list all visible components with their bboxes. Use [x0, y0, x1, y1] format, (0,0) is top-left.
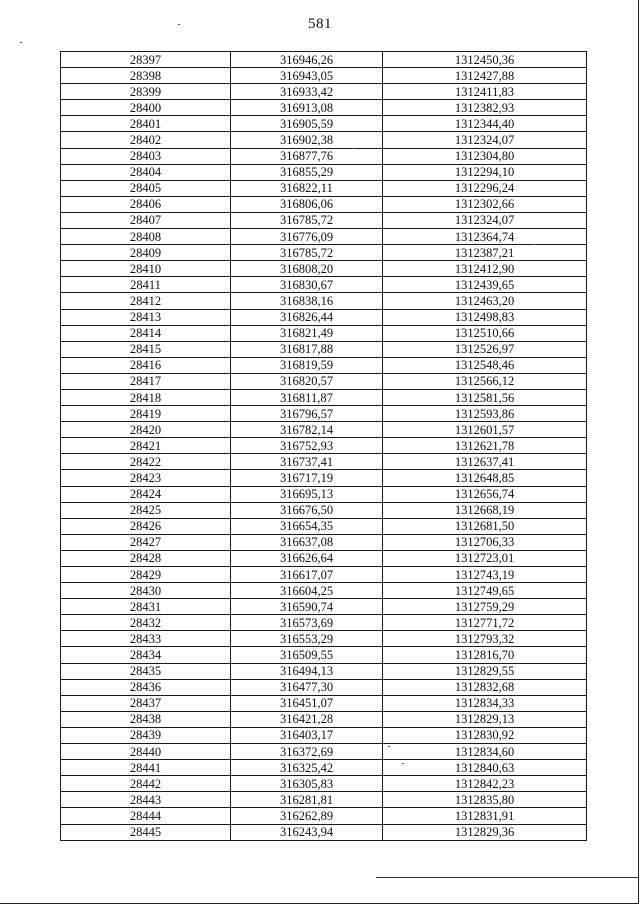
point-number-cell: 28416: [61, 357, 231, 373]
point-number-cell: 28432: [61, 615, 231, 631]
y-coordinate-cell: 1312829,36: [383, 824, 587, 840]
point-number-cell: 28409: [61, 245, 231, 261]
point-number-cell: 28434: [61, 647, 231, 663]
point-number-cell: 28426: [61, 518, 231, 534]
point-number-cell: 28417: [61, 373, 231, 389]
table-row: [61, 196, 587, 212]
table-row: [61, 212, 587, 228]
point-number-cell: 28398: [61, 68, 231, 84]
y-coordinate-cell: 1312668,19: [383, 502, 587, 518]
y-coordinate-cell: 1312681,50: [383, 518, 587, 534]
y-coordinate-cell: 1312593,86: [383, 406, 587, 422]
x-coordinate-cell: 316933,42: [231, 84, 383, 100]
x-coordinate-cell: 316262,89: [231, 808, 383, 824]
y-coordinate-cell: 1312816,70: [383, 647, 587, 663]
x-coordinate-cell: 316451,07: [231, 695, 383, 711]
point-number-cell: 28436: [61, 679, 231, 695]
y-coordinate-cell: 1312759,29: [383, 599, 587, 615]
point-number-cell: 28433: [61, 631, 231, 647]
point-number-cell: 28401: [61, 116, 231, 132]
scan-speck: [20, 42, 22, 43]
table-row: [61, 341, 587, 357]
point-number-cell: 28423: [61, 470, 231, 486]
scan-speck: [352, 148, 354, 149]
point-number-cell: 28410: [61, 261, 231, 277]
x-coordinate-cell: 316785,72: [231, 212, 383, 228]
table-row: [61, 309, 587, 325]
point-number-cell: 28435: [61, 663, 231, 679]
scan-speck: [533, 244, 535, 245]
y-coordinate-cell: 1312566,12: [383, 373, 587, 389]
table-row: [61, 293, 587, 309]
point-number-cell: 28413: [61, 309, 231, 325]
point-number-cell: 28399: [61, 84, 231, 100]
table-row: [61, 245, 587, 261]
x-coordinate-cell: 316782,14: [231, 422, 383, 438]
point-number-cell: 28400: [61, 100, 231, 116]
table-row: [61, 518, 587, 534]
y-coordinate-cell: 1312831,91: [383, 808, 587, 824]
y-coordinate-cell: 1312743,19: [383, 567, 587, 583]
table-row: [61, 52, 587, 68]
y-coordinate-cell: 1312706,33: [383, 534, 587, 550]
table-row: [61, 148, 587, 164]
point-number-cell: 28444: [61, 808, 231, 824]
x-coordinate-cell: 316695,13: [231, 486, 383, 502]
x-coordinate-cell: 316421,28: [231, 711, 383, 727]
point-number-cell: 28419: [61, 406, 231, 422]
x-coordinate-cell: 316372,69: [231, 744, 383, 760]
table-row: [61, 711, 587, 727]
x-coordinate-cell: 316877,76: [231, 148, 383, 164]
table-row: [61, 760, 587, 776]
y-coordinate-cell: 1312832,68: [383, 679, 587, 695]
table-row: [61, 84, 587, 100]
point-number-cell: 28412: [61, 293, 231, 309]
point-number-cell: 28421: [61, 438, 231, 454]
x-coordinate-cell: 316494,13: [231, 663, 383, 679]
y-coordinate-cell: 1312834,33: [383, 695, 587, 711]
y-coordinate-cell: 1312834,60: [383, 744, 587, 760]
y-coordinate-cell: 1312324,07: [383, 212, 587, 228]
x-coordinate-cell: 316737,41: [231, 454, 383, 470]
x-coordinate-cell: 316281,81: [231, 792, 383, 808]
y-coordinate-cell: 1312793,32: [383, 631, 587, 647]
y-coordinate-cell: 1312296,24: [383, 180, 587, 196]
y-coordinate-cell: 1312382,93: [383, 100, 587, 116]
y-coordinate-cell: 1312364,74: [383, 229, 587, 245]
point-number-cell: 28437: [61, 695, 231, 711]
table-row: [61, 68, 587, 84]
y-coordinate-cell: 1312829,55: [383, 663, 587, 679]
y-coordinate-cell: 1312842,23: [383, 776, 587, 792]
table-row: [61, 727, 587, 743]
x-coordinate-cell: 316785,72: [231, 245, 383, 261]
x-coordinate-cell: 316626,64: [231, 550, 383, 566]
y-coordinate-cell: 1312344,40: [383, 116, 587, 132]
point-number-cell: 28397: [61, 52, 231, 68]
point-number-cell: 28441: [61, 760, 231, 776]
y-coordinate-cell: 1312621,78: [383, 438, 587, 454]
table-row: [61, 180, 587, 196]
point-number-cell: 28442: [61, 776, 231, 792]
bottom-rule: [376, 877, 638, 878]
coordinates-table: [60, 51, 587, 841]
table-row: [61, 229, 587, 245]
table-row: [61, 422, 587, 438]
table-row: [61, 373, 587, 389]
x-coordinate-cell: 316752,93: [231, 438, 383, 454]
point-number-cell: 28429: [61, 567, 231, 583]
table-row: [61, 406, 587, 422]
x-coordinate-cell: 316553,29: [231, 631, 383, 647]
table-row: [61, 792, 587, 808]
table-row: [61, 744, 587, 760]
x-coordinate-cell: 316590,74: [231, 599, 383, 615]
y-coordinate-cell: 1312526,97: [383, 341, 587, 357]
table-row: [61, 647, 587, 663]
x-coordinate-cell: 316946,26: [231, 52, 383, 68]
y-coordinate-cell: 1312656,74: [383, 486, 587, 502]
x-coordinate-cell: 316477,30: [231, 679, 383, 695]
y-coordinate-cell: 1312411,83: [383, 84, 587, 100]
table-row: [61, 100, 587, 116]
x-coordinate-cell: 316776,09: [231, 229, 383, 245]
table-row: [61, 164, 587, 180]
y-coordinate-cell: 1312648,85: [383, 470, 587, 486]
x-coordinate-cell: 316913,08: [231, 100, 383, 116]
scan-speck: [402, 763, 404, 764]
point-number-cell: 28402: [61, 132, 231, 148]
point-number-cell: 28414: [61, 325, 231, 341]
y-coordinate-cell: 1312324,07: [383, 132, 587, 148]
y-coordinate-cell: 1312829,13: [383, 711, 587, 727]
point-number-cell: 28403: [61, 148, 231, 164]
x-coordinate-cell: 316902,38: [231, 132, 383, 148]
x-coordinate-cell: 316826,44: [231, 309, 383, 325]
x-coordinate-cell: 316943,05: [231, 68, 383, 84]
x-coordinate-cell: 316838,16: [231, 293, 383, 309]
table-row: [61, 470, 587, 486]
point-number-cell: 28424: [61, 486, 231, 502]
point-number-cell: 28422: [61, 454, 231, 470]
x-coordinate-cell: 316830,67: [231, 277, 383, 293]
table-row: [61, 695, 587, 711]
x-coordinate-cell: 316820,57: [231, 373, 383, 389]
point-number-cell: 28415: [61, 341, 231, 357]
y-coordinate-cell: 1312581,56: [383, 389, 587, 405]
point-number-cell: 28427: [61, 534, 231, 550]
y-coordinate-cell: 1312771,72: [383, 615, 587, 631]
x-coordinate-cell: 316305,83: [231, 776, 383, 792]
point-number-cell: 28440: [61, 744, 231, 760]
x-coordinate-cell: 316796,57: [231, 406, 383, 422]
x-coordinate-cell: 316243,94: [231, 824, 383, 840]
x-coordinate-cell: 316676,50: [231, 502, 383, 518]
table-row: [61, 808, 587, 824]
y-coordinate-cell: 1312294,10: [383, 164, 587, 180]
x-coordinate-cell: 316817,88: [231, 341, 383, 357]
y-coordinate-cell: 1312749,65: [383, 583, 587, 599]
point-number-cell: 28407: [61, 212, 231, 228]
point-number-cell: 28425: [61, 502, 231, 518]
x-coordinate-cell: 316905,59: [231, 116, 383, 132]
table-row: [61, 824, 587, 840]
x-coordinate-cell: 316822,11: [231, 180, 383, 196]
table-row: [61, 261, 587, 277]
y-coordinate-cell: 1312412,90: [383, 261, 587, 277]
x-coordinate-cell: 316855,29: [231, 164, 383, 180]
table-row: [61, 776, 587, 792]
table-row: [61, 631, 587, 647]
y-coordinate-cell: 1312510,66: [383, 325, 587, 341]
point-number-cell: 28428: [61, 550, 231, 566]
y-coordinate-cell: 1312835,80: [383, 792, 587, 808]
table-row: [61, 502, 587, 518]
page-number: 581: [308, 16, 332, 32]
table-row: [61, 567, 587, 583]
y-coordinate-cell: 1312302,66: [383, 196, 587, 212]
x-coordinate-cell: 316403,17: [231, 727, 383, 743]
coordinates-table-body: [61, 52, 587, 841]
table-row: [61, 550, 587, 566]
table-row: [61, 389, 587, 405]
table-row: [61, 534, 587, 550]
x-coordinate-cell: 316821,49: [231, 325, 383, 341]
point-number-cell: 28420: [61, 422, 231, 438]
point-number-cell: 28443: [61, 792, 231, 808]
y-coordinate-cell: 1312840,63: [383, 760, 587, 776]
y-coordinate-cell: 1312304,80: [383, 148, 587, 164]
y-coordinate-cell: 1312387,21: [383, 245, 587, 261]
scan-speck: [178, 24, 180, 25]
table-row: [61, 663, 587, 679]
x-coordinate-cell: 316637,08: [231, 534, 383, 550]
table-row: [61, 132, 587, 148]
point-number-cell: 28404: [61, 164, 231, 180]
y-coordinate-cell: 1312723,01: [383, 550, 587, 566]
x-coordinate-cell: 316717,19: [231, 470, 383, 486]
table-row: [61, 357, 587, 373]
x-coordinate-cell: 316806,06: [231, 196, 383, 212]
y-coordinate-cell: 1312637,41: [383, 454, 587, 470]
point-number-cell: 28408: [61, 229, 231, 245]
point-number-cell: 28406: [61, 196, 231, 212]
y-coordinate-cell: 1312427,88: [383, 68, 587, 84]
point-number-cell: 28405: [61, 180, 231, 196]
y-coordinate-cell: 1312463,20: [383, 293, 587, 309]
y-coordinate-cell: 1312450,36: [383, 52, 587, 68]
table-row: [61, 454, 587, 470]
x-coordinate-cell: 316573,69: [231, 615, 383, 631]
y-coordinate-cell: 1312498,83: [383, 309, 587, 325]
table-row: [61, 116, 587, 132]
x-coordinate-cell: 316617,07: [231, 567, 383, 583]
x-coordinate-cell: 316808,20: [231, 261, 383, 277]
point-number-cell: 28430: [61, 583, 231, 599]
table-row: [61, 486, 587, 502]
table-row: [61, 277, 587, 293]
x-coordinate-cell: 316509,55: [231, 647, 383, 663]
point-number-cell: 28438: [61, 711, 231, 727]
x-coordinate-cell: 316604,25: [231, 583, 383, 599]
x-coordinate-cell: 316819,59: [231, 357, 383, 373]
x-coordinate-cell: 316811,87: [231, 389, 383, 405]
point-number-cell: 28411: [61, 277, 231, 293]
table-row: [61, 583, 587, 599]
point-number-cell: 28445: [61, 824, 231, 840]
table-row: [61, 599, 587, 615]
table-row: [61, 615, 587, 631]
point-number-cell: 28431: [61, 599, 231, 615]
point-number-cell: 28418: [61, 389, 231, 405]
point-number-cell: 28439: [61, 727, 231, 743]
y-coordinate-cell: 1312601,57: [383, 422, 587, 438]
table-row: [61, 438, 587, 454]
x-coordinate-cell: 316325,42: [231, 760, 383, 776]
table-row: [61, 325, 587, 341]
y-coordinate-cell: 1312830,92: [383, 727, 587, 743]
scan-speck: [388, 746, 390, 747]
table-row: [61, 679, 587, 695]
y-coordinate-cell: 1312548,46: [383, 357, 587, 373]
x-coordinate-cell: 316654,35: [231, 518, 383, 534]
y-coordinate-cell: 1312439,65: [383, 277, 587, 293]
